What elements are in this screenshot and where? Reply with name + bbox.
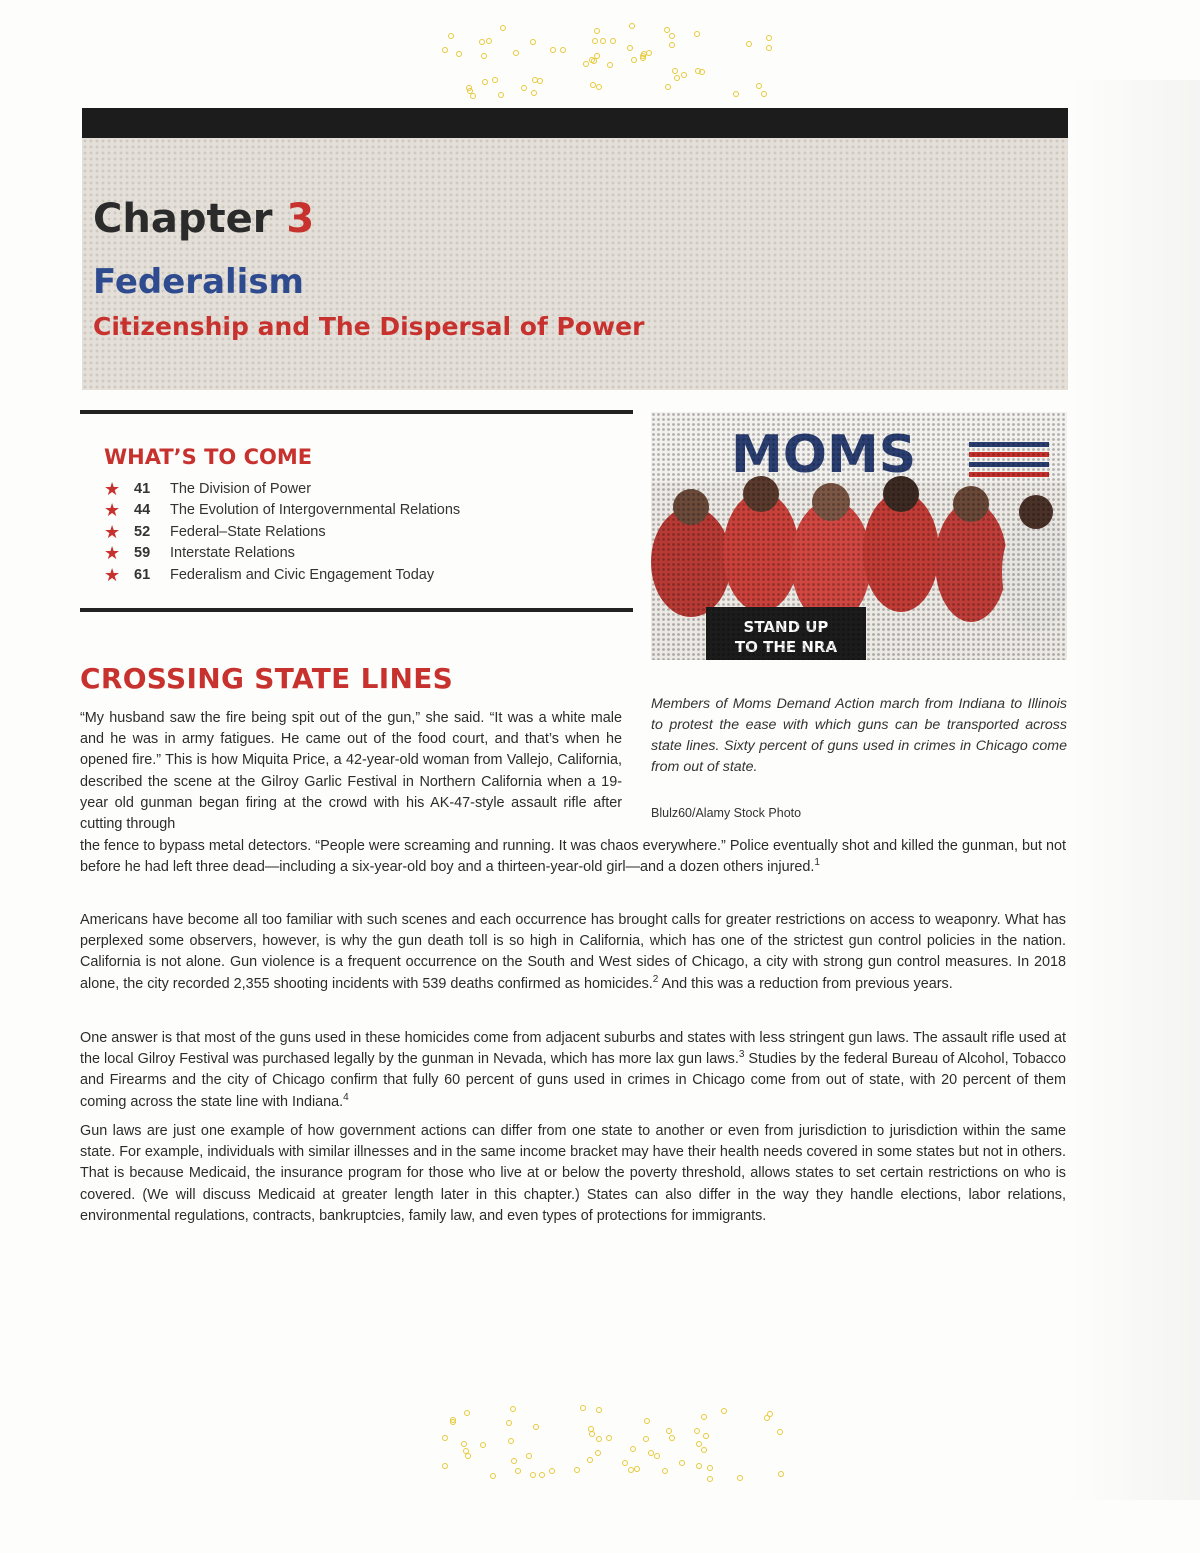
star-icon: ★ (104, 478, 121, 499)
decorative-dot (580, 1405, 586, 1411)
decorative-dot (646, 50, 652, 56)
decorative-dot (654, 1453, 660, 1459)
decorative-dot (587, 1457, 593, 1463)
decorative-dot (486, 38, 492, 44)
decorative-dot (456, 51, 462, 57)
decorative-dot (610, 38, 616, 44)
decorative-dot (737, 1475, 743, 1481)
decorative-dot (461, 1441, 467, 1447)
decorative-dot (574, 1467, 580, 1473)
star-icon: ★ (104, 564, 121, 585)
decorative-dot (526, 1453, 532, 1459)
decorative-dot (607, 62, 613, 68)
footnote-ref: 3 (738, 1049, 745, 1061)
paragraph-1: “My husband saw the fire being spit out of the gun,” she said. “It was a white male and he was in army fatigues. He came out of the food court, and that’s when he opened fire.” This is how Miquita Price, a 42-year-old woman from Vallejo, California, described the scene at the Gilroy Garlic Festival in Northern California when a 19-year old gunman began firing at the crowd with his AK-47-style assault rifle after cutting through (80, 710, 622, 833)
list-item (104, 500, 624, 522)
paragraph-text: Americans have become all too familiar with such scenes and each occurrence has brought calls for greater restrictions on access to weaponry. What has perplexed some observers, however, is why the gun death toll is so high in California, which has one of the strictest gun control policies in the nation. California is not alone. Gun violence is a frequent occurrence on the South and West sides of Chicago, a city with strong gun control measures. In 2018 alone, the city recorded 2,355 shooting incidents with 539 deaths confirmed as homicides. (80, 912, 1066, 992)
decorative-dot (643, 1436, 649, 1442)
decorative-dot (513, 50, 519, 56)
decorative-dot (761, 91, 767, 97)
chapter-title: Federalism (93, 262, 304, 302)
decorative-dot (508, 1438, 514, 1444)
decorative-dot (532, 77, 538, 83)
decorative-dot (622, 1460, 628, 1466)
decorative-dot (442, 1435, 448, 1441)
decorative-dot (694, 1428, 700, 1434)
decorative-dot (665, 84, 671, 90)
footnote-ref: 1 (814, 857, 820, 869)
decorative-dot (681, 72, 687, 78)
paragraph-text: And this was a reduction from previous years. (658, 975, 953, 992)
toc-label: Federalism and Civic Engagement Today (170, 566, 435, 583)
decorative-dot (696, 1463, 702, 1469)
decorative-dot (662, 1468, 668, 1474)
decorative-dot (530, 1472, 536, 1478)
footnote-ref: 2 (652, 973, 659, 985)
decorative-dot (480, 1442, 486, 1448)
decorative-dot (634, 1466, 640, 1472)
paragraph-text: Studies by the federal Bureau of Alcohol, Tobacco and Firearms and the city of Chicago confirm that fully 60 percent of guns used in crimes in Chicago come from out of state, with 20 percent of them coming across the state line with Indiana. (80, 1051, 1066, 1110)
toc-page-number: 41 (134, 480, 151, 497)
paragraph-3 (80, 1028, 1066, 1113)
decorative-dot (695, 68, 701, 74)
decorative-dot (630, 1446, 636, 1452)
chapter-number: 3 (286, 196, 315, 242)
decorative-dot (498, 92, 504, 98)
decorative-dot (764, 1415, 770, 1421)
scan-edge-shadow (1070, 80, 1200, 1500)
decorative-dot (627, 45, 633, 51)
decorative-dot (482, 79, 488, 85)
decorative-dot (600, 38, 606, 44)
decorative-dot (594, 28, 600, 34)
list-item (104, 478, 624, 500)
decorative-dot (506, 1420, 512, 1426)
list-item (104, 543, 624, 565)
decorative-dot (521, 85, 527, 91)
decorative-dot (778, 1471, 784, 1477)
decorative-dot (531, 90, 537, 96)
decorative-dot (703, 1433, 709, 1439)
decorative-dot (442, 47, 448, 53)
decorative-dot (707, 1476, 713, 1482)
decorative-dot (631, 57, 637, 63)
decorative-dot (707, 1465, 713, 1471)
decorative-dot (442, 1463, 448, 1469)
decorative-dot (629, 23, 635, 29)
toc-page-number: 59 (134, 545, 151, 562)
paragraph-2 (80, 910, 1066, 995)
decorative-dot (766, 45, 772, 51)
footnote-ref: 4 (343, 1091, 349, 1103)
decorative-dot (721, 1408, 727, 1414)
decorative-dot (777, 1429, 783, 1435)
star-icon: ★ (104, 521, 121, 542)
wtc-bottom-rule (80, 608, 633, 612)
star-icon: ★ (104, 500, 121, 521)
decorative-dot (549, 1468, 555, 1474)
decorative-dot (594, 53, 600, 59)
decorative-dot (766, 35, 772, 41)
decorative-dot (510, 1406, 516, 1412)
decorative-dot (696, 1441, 702, 1447)
decorative-dot (595, 1450, 601, 1456)
decorative-dot (596, 1407, 602, 1413)
star-icon: ★ (104, 543, 121, 564)
decorative-dot (589, 1431, 595, 1437)
decorative-dot (481, 53, 487, 59)
decorative-dot (756, 83, 762, 89)
list-item (104, 564, 624, 586)
decorative-dot (560, 47, 566, 53)
decorative-dot (492, 77, 498, 83)
toc-label: The Division of Power (170, 480, 312, 497)
decorative-dot (500, 25, 506, 31)
decorative-dot (674, 75, 680, 81)
decorative-dot (448, 33, 454, 39)
decorative-dot (701, 1414, 707, 1420)
decorative-dot (515, 1468, 521, 1474)
decorative-dot (511, 1458, 517, 1464)
decorative-dot (669, 33, 675, 39)
decorative-dot (672, 68, 678, 74)
whats-to-come-list (104, 478, 624, 586)
decorative-dot (664, 27, 670, 33)
decorative-dot (450, 1419, 456, 1425)
header-top-bar (82, 108, 1068, 138)
photo-credit: Blulz60/Alamy Stock Photo (651, 806, 802, 820)
paragraph-text: One answer is that most of the guns used in these homicides come from adjacent suburbs and states with less stringent gun laws. The assault rifle used at the local Gilroy Festival was purchased legally by the gunman in Nevada, which has more lax gun laws. (80, 1030, 1066, 1068)
toc-label: Interstate Relations (170, 545, 295, 562)
toc-label: The Evolution of Intergovernmental Relations (170, 502, 461, 519)
list-item (104, 521, 624, 543)
paragraph-4: Gun laws are just one example of how government actions can differ from one state to another or even from jurisdiction to jurisdiction within the same state. For example, individuals with similar illnesses and in the same income bracket may have their health needs covered in some states but not in others. That is because Medicaid, the insurance program for those who live at or below the poverty threshold, allows states to set certain restrictions on who is covered. (We will discuss Medicaid at greater length later in this chapter.) States can also differ in the way they handle elections, labor relations, environmental regulations, contracts, bankruptcies, family law, and even types of protections for immigrants. (80, 1123, 1066, 1224)
decorative-dot (628, 1467, 634, 1473)
decorative-dot (533, 1424, 539, 1430)
chapter-label (93, 196, 314, 242)
decorative-dot (669, 42, 675, 48)
decorative-dot (666, 1428, 672, 1434)
decorative-dot (592, 38, 598, 44)
decorative-dot (530, 39, 536, 45)
chapter-subtitle: Citizenship and The Dispersal of Power (93, 312, 645, 341)
chapter-word: Chapter (93, 196, 273, 242)
section-heading: CROSSING STATE LINES (80, 662, 454, 695)
bottom-dot-decoration (440, 1405, 790, 1485)
decorative-dot (644, 1418, 650, 1424)
decorative-dot (606, 1435, 612, 1441)
paragraph-text: the fence to bypass metal detectors. “People were screaming and running. It was chaos everywhere.” Police eventually shot and killed the gunman, but not before he had left three dead—including a six-year-old boy and a thirteen-year-old girl—and a dozen others injured. (80, 838, 1066, 876)
protest-photo (651, 412, 1067, 660)
decorative-dot (640, 55, 646, 61)
toc-page-number: 44 (134, 502, 151, 519)
decorative-dot (470, 93, 476, 99)
decorative-dot (464, 1410, 470, 1416)
decorative-dot (669, 1435, 675, 1441)
top-dot-decoration (440, 22, 790, 102)
toc-page-number: 52 (134, 523, 151, 540)
decorative-dot (539, 1472, 545, 1478)
decorative-dot (733, 91, 739, 97)
decorative-dot (583, 61, 589, 67)
whats-to-come-heading: WHAT’S TO COME (104, 445, 313, 469)
decorative-dot (479, 39, 485, 45)
protest-photo-illustration (651, 412, 1067, 660)
decorative-dot (596, 1436, 602, 1442)
photo-caption: Members of Moms Demand Action march from Indiana to Illinois to protest the ease with which guns can be transported across state lines. Sixty percent of guns used in crimes in Chicago come from out of state. (651, 696, 1067, 775)
decorative-dot (465, 1453, 471, 1459)
decorative-dot (550, 47, 556, 53)
decorative-dot (746, 41, 752, 47)
wtc-top-rule (80, 410, 633, 414)
decorative-dot (679, 1460, 685, 1466)
paragraph-1-continued (80, 836, 1066, 878)
decorative-dot (596, 84, 602, 90)
toc-label: Federal–State Relations (170, 523, 326, 540)
toc-page-number: 61 (134, 566, 151, 583)
decorative-dot (701, 1447, 707, 1453)
decorative-dot (694, 31, 700, 37)
decorative-dot (490, 1473, 496, 1479)
